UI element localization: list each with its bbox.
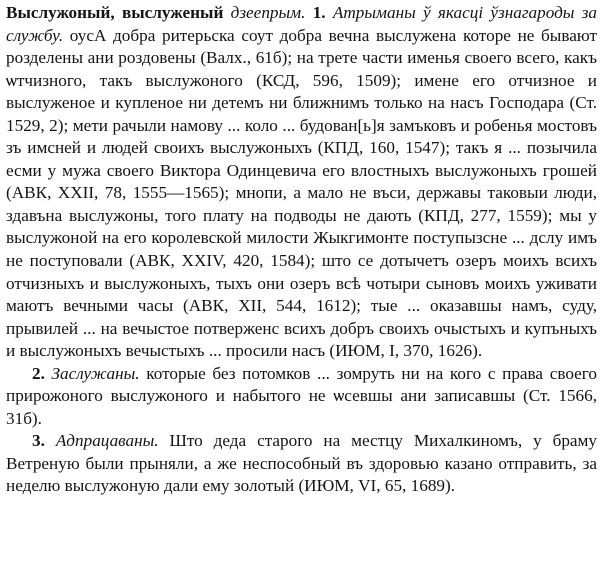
sense-citations: Што деда старого на местцу Михалкиномъ, у браму Ветреную были прыняли, а же неспособный въ здоровью казано отправить, за неделю выслужоную дали ему золотый (ИЮМ, VI, 65, 1689).: [6, 431, 598, 496]
part-of-speech: дзеепрым.: [230, 3, 306, 22]
sense-number: 3.: [32, 431, 45, 451]
headword: Выслужоный, выслуженый: [6, 3, 224, 22]
sense-citations: которые без потомков ... зомруть ни на кого с права своего прирожоного выслужоного и набытого не ѡсевшы ани записавшы (Ст. 1566, 31б).: [6, 363, 597, 428]
sense-1-paragraph: [6, 2, 597, 363]
sense-number: 2.: [32, 363, 45, 383]
sense-gloss: Адпрацаваны.: [55, 431, 159, 451]
sense-citations: оусА добра ритерьска соут добра вечна выслужена которе не бывают розделены ани роздовены (Валх., 61б); на трете части именья своего всего, какъ ѡтчизного, такъ выслужоного (КСД, 596, 1509); имене его отчизное и выслуженое и купленое ни детемъ ни ближнимъ только на насъ Господара (Ст. 1529, 2); мети рачыли намову ... коло ... будован[ь]я замъковъ и робенья мостовъ зъ имсней и людей своихъ выслужоныхъ (КПД, 160, 1547); такъ я ... позычила есми у мужа своего Виктора Одинцевича его влостныхъ выслужоныхъ грошей (АВК, XXII, 78, 1555—1565); мнопи, а мало не въси, державы таковыи люди, здавъна выслужоны, того плату на подводы не дають (КПД, 277, 1559); мы у выслужоной на его королевской милости Жыкгимонте поступызсне ... дслу имъ не поступовали (АВК, XXIV, 420, 1584); што се дотычетъ озеръ моихъ всихъ отчизныхъ и выслужоныхъ, тыхъ они озеръ всѣ чотыри сыновъ моихъ уживати маютъ вечными часы (АВК, XII, 544, 1612); тые ... оказавшы намъ, суду, прывилей ... на вечыстое потверженс всихъ добръ своихъ очыстыхъ и купъныхъ и выслужоныхъ вечыстыхъ ... просили насъ (ИЮМ, I, 370, 1626).: [6, 25, 597, 361]
sense-gloss: Заслужаны.: [51, 363, 140, 383]
sense-gloss: Атрыманы ў якасці ўзнагароды за службу.: [6, 3, 598, 45]
sense-number: 1.: [312, 3, 326, 22]
sense-3-paragraph: [6, 430, 597, 498]
sense-2-paragraph: [6, 363, 597, 431]
